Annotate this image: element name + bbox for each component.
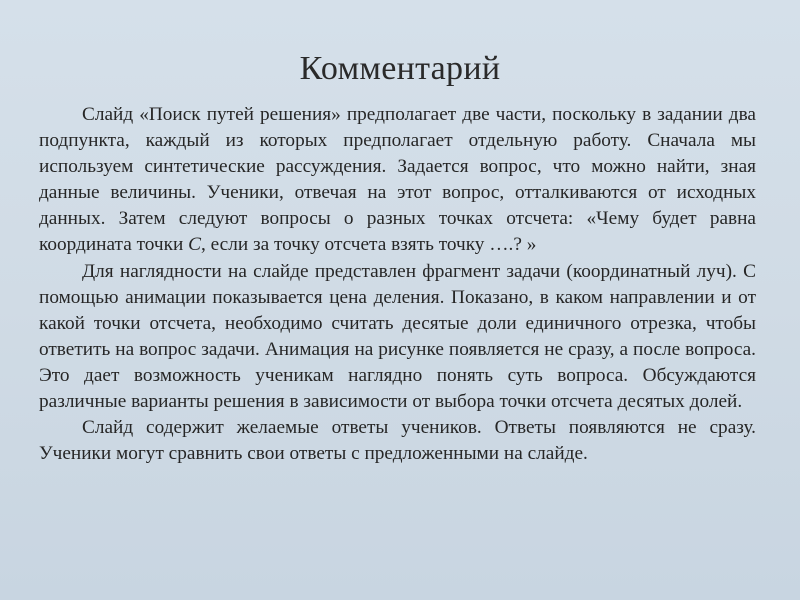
slide-body: [39, 102, 756, 467]
paragraph-1-text-after: , если за точку отсчета взять точку ….? »: [201, 234, 537, 256]
paragraph-2: Для наглядности на слайде представлен фрагмент задачи (координатный луч). С помощью анимации показывается цена деления. Показано, в каком направлении и от какой точки отсчета, необходимо считать десятые доли единичного отрезка, чтобы ответить на вопрос задачи. Анимация на рисунке появляется не сразу, а после вопроса. Это дает возможность ученикам наглядно понять суть вопроса. Обсуждаются различные варианты решения в зависимости от выбора точки отсчета десятых долей.: [39, 260, 756, 413]
paragraph-1: [39, 102, 756, 259]
paragraph-1-text-before: Слайд «Поиск путей решения» предполагает две части, поскольку в задании два подпункта, каждый из которых предполагает отдельную работу. Сначала мы используем синтетические рассуждения. Задается вопрос, что можно найти, зная данные величины. Ученики, отвечая на этот вопрос, отталкиваются от исходных данных. Затем следуют вопросы о разных точках отсчета: «Чему будет равна координата точки: [39, 104, 756, 256]
paragraph-3: Слайд содержит желаемые ответы учеников. Ответы появляются не сразу. Ученики могут сравнить свои ответы с предложенными на слайде.: [39, 417, 756, 465]
paragraph-1-italic-point: С: [188, 234, 201, 256]
slide-title: Комментарий: [299, 50, 501, 87]
